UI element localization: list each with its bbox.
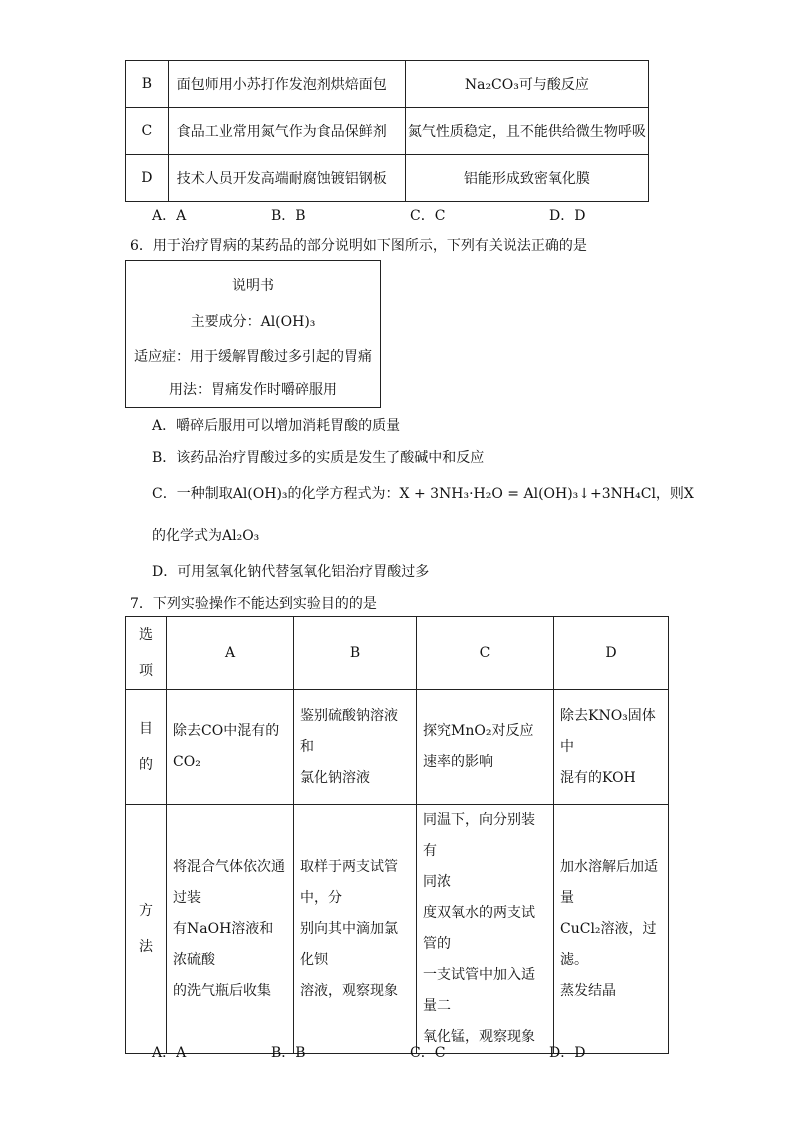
answer-option[interactable]: A．A — [152, 1045, 187, 1061]
row-reason: 氮气性质稳定，且不能供给微生物呼吸 — [405, 108, 648, 155]
answer-option[interactable]: B．B — [271, 1045, 306, 1061]
header-cell: D — [554, 617, 669, 690]
header-cell: A — [167, 617, 294, 690]
options-table-q5 — [125, 60, 649, 202]
row-label: 目 的 — [126, 690, 167, 805]
table-row — [126, 805, 669, 1054]
instruction-box — [125, 260, 381, 408]
row-action: 技术人员开发高端耐腐蚀镀铝钢板 — [168, 155, 405, 202]
experiment-table-q7 — [125, 616, 669, 1054]
row-label: 方 法 — [126, 805, 167, 1054]
row-key: C — [126, 108, 169, 155]
purpose-cell: 除去KNO₃固体 中 混有的KOH — [554, 690, 669, 805]
purpose-cell: 探究MnO₂对反应 速率的影响 — [417, 690, 554, 805]
answer-option[interactable]: C．C — [410, 1045, 446, 1061]
row-reason: Na₂CO₃可与酸反应 — [405, 61, 648, 108]
row-key: B — [126, 61, 169, 108]
question-6-stem: 6．用于治疗胃病的某药品的部分说明如下图所示，下列有关说法正确的是 — [130, 238, 587, 254]
header-cell: 选 项 — [126, 617, 167, 690]
table-row — [126, 617, 669, 690]
header-cell: C — [417, 617, 554, 690]
answer-option[interactable]: A．嚼碎后服用可以增加消耗胃酸的质量 — [152, 418, 401, 434]
row-reason: 铝能形成致密氧化膜 — [405, 155, 648, 202]
table-row — [126, 108, 649, 155]
method-cell: 取样于两支试管 中，分 别向其中滴加氯 化钡 溶液，观察现象 — [294, 805, 417, 1054]
answer-option[interactable]: B．该药品治疗胃酸过多的实质是发生了酸碱中和反应 — [152, 450, 485, 466]
answer-option[interactable]: C．C — [410, 208, 446, 224]
answer-option[interactable]: A．A — [152, 208, 187, 224]
box-indication: 适应症：用于缓解胃酸过多引起的胃痛 — [134, 349, 372, 365]
answer-option-continuation: 的化学式为Al₂O₃ — [152, 528, 260, 544]
header-cell: B — [294, 617, 417, 690]
purpose-cell: 除去CO中混有的 CO₂ — [167, 690, 294, 805]
answer-option[interactable]: D．D — [549, 208, 586, 224]
purpose-cell: 鉴别硫酸钠溶液 和 氯化钠溶液 — [294, 690, 417, 805]
table-row — [126, 155, 649, 202]
method-cell: 同温下，向分别装有 同浓 度双氧水的两支试 管的 一支试管中加入适 量二 氧化锰，观察现象 — [417, 805, 554, 1054]
row-action: 食品工业常用氮气作为食品保鲜剂 — [168, 108, 405, 155]
answer-option[interactable]: B．B — [271, 208, 306, 224]
answer-option[interactable]: D．可用氢氧化钠代替氢氧化铝治疗胃酸过多 — [152, 564, 430, 580]
answer-option[interactable]: C．一种制取Al(OH)₃的化学方程式为：X + 3NH₃·H₂O = Al(OH)₃↓+3NH₄Cl，则X — [152, 486, 694, 502]
answer-option[interactable]: D．D — [549, 1045, 586, 1061]
box-ingredient: 主要成分：Al(OH)₃ — [190, 314, 316, 330]
question-7-stem: 7．下列实验操作不能达到实验目的的是 — [130, 596, 377, 612]
row-key: D — [126, 155, 169, 202]
box-usage: 用法：胃痛发作时嚼碎服用 — [169, 382, 337, 398]
table-row — [126, 690, 669, 805]
method-cell: 加水溶解后加适 量 CuCl₂溶液，过 滤。 蒸发结晶 — [554, 805, 669, 1054]
method-cell: 将混合气体依次通 过装 有NaOH溶液和 浓硫酸 的洗气瓶后收集 — [167, 805, 294, 1054]
table-row — [126, 61, 649, 108]
row-action: 面包师用小苏打作发泡剂烘焙面包 — [168, 61, 405, 108]
box-title: 说明书 — [232, 278, 274, 294]
